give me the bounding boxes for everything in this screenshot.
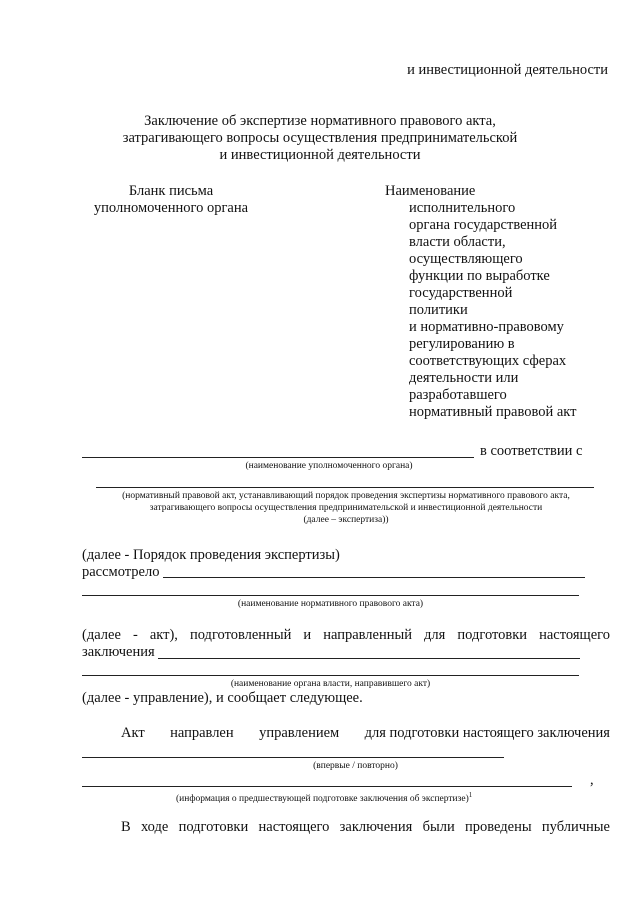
addressee-line: соответствующих сферах [409, 353, 567, 369]
addressee-line: осуществляющего [409, 251, 523, 267]
authority-blank-line-1[interactable] [158, 658, 580, 659]
act-name-caption: (наименование нормативного правового акта) [237, 599, 424, 609]
addressee-line: регулированию в [409, 336, 515, 352]
first-repeat-caption: (впервые / повторно) [313, 761, 398, 771]
previous-info-caption: (информация о предшествующей подготовке заключения об экспертизе)$^1$ [176, 791, 473, 805]
word: были [422, 819, 455, 835]
word: ходе [140, 819, 169, 835]
word: В [121, 819, 131, 835]
addressee-line: власти области, [409, 234, 506, 250]
authority-caption: (наименование органа власти, направившего акт) [230, 679, 431, 689]
word: (далее [82, 627, 121, 643]
department-text: (далее - управление), и сообщает следующее. [82, 690, 363, 706]
footnote-marker: 1 [468, 791, 473, 799]
letterhead-label-line-2: уполномоченного органа [93, 200, 249, 216]
word: настоящего [258, 819, 330, 835]
procedure-act-caption-line-2: затрагивающего вопросы осуществления предпринимательской и инвестиционной деятельности [149, 503, 543, 513]
word: настоящего [539, 627, 610, 643]
first-repeat-blank-line[interactable] [82, 757, 504, 758]
addressee-line: государственной [409, 285, 513, 301]
word: для [424, 627, 446, 643]
word: для подготовки настоящего заключения [364, 725, 610, 741]
act-name-blank-line[interactable] [82, 595, 579, 596]
addressee-line: деятельности или [409, 370, 519, 386]
addressee-line: политики [409, 302, 468, 318]
word: - [132, 627, 138, 643]
word: подготовленный [189, 627, 292, 643]
procedure-act-caption-line-3: (далее – экспертиза)) [303, 515, 389, 525]
word: Акт [121, 725, 145, 741]
org-name-caption: (наименование уполномоченного органа) [245, 461, 413, 471]
accordance-text: в соответствии с [480, 443, 583, 459]
conclusion-text: заключения [82, 644, 155, 660]
expertise-order-text: (далее - Порядок проведения экспертизы) [82, 547, 340, 563]
reviewed-text: рассмотрело [82, 564, 160, 580]
addressee-line: функции по выработке [409, 268, 550, 284]
word: подготовки [457, 627, 528, 643]
authority-blank-line-2[interactable] [82, 675, 579, 676]
word: направленный [323, 627, 412, 643]
word: управлением [259, 725, 340, 741]
word: публичные [541, 819, 610, 835]
addressee-line: нормативный правовой акт [409, 404, 577, 420]
public-consultations-line [121, 819, 610, 836]
addressee-line: органа государственной [409, 217, 558, 233]
addressee-line: исполнительного [409, 200, 516, 216]
document-title-line-3: и инвестиционной деятельности [219, 147, 421, 163]
org-name-blank-line[interactable] [82, 457, 474, 458]
act-sent-line [121, 725, 610, 742]
word: заключения [339, 819, 413, 835]
word: направлен [170, 725, 234, 741]
procedure-act-blank-line[interactable] [96, 487, 594, 488]
addressee-line: разработавшего [409, 387, 507, 403]
addressee-line: и нормативно-правовому [409, 319, 564, 335]
addressee-line: Наименование [385, 183, 476, 199]
header-right: и инвестиционной деятельности [407, 62, 608, 78]
procedure-act-caption-line-1: (нормативный правовой акт, устанавливающий порядок проведения экспертизы нормативного правового акта, [122, 491, 570, 501]
document-title-line-2: затрагивающего вопросы осуществления предпринимательской [122, 130, 518, 146]
word: подготовки [178, 819, 249, 835]
letterhead-label-line-1: Бланк письма [128, 183, 214, 199]
comma-mark: , [590, 772, 594, 788]
word: и [303, 627, 312, 643]
act-prepared-line [82, 627, 610, 644]
previous-info-blank-line[interactable] [82, 786, 572, 787]
word: акт), [149, 627, 178, 643]
word: проведены [465, 819, 532, 835]
document-title-line-1: Заключение об экспертизе нормативного правового акта, [144, 113, 496, 129]
reviewed-blank-line[interactable] [163, 577, 585, 578]
